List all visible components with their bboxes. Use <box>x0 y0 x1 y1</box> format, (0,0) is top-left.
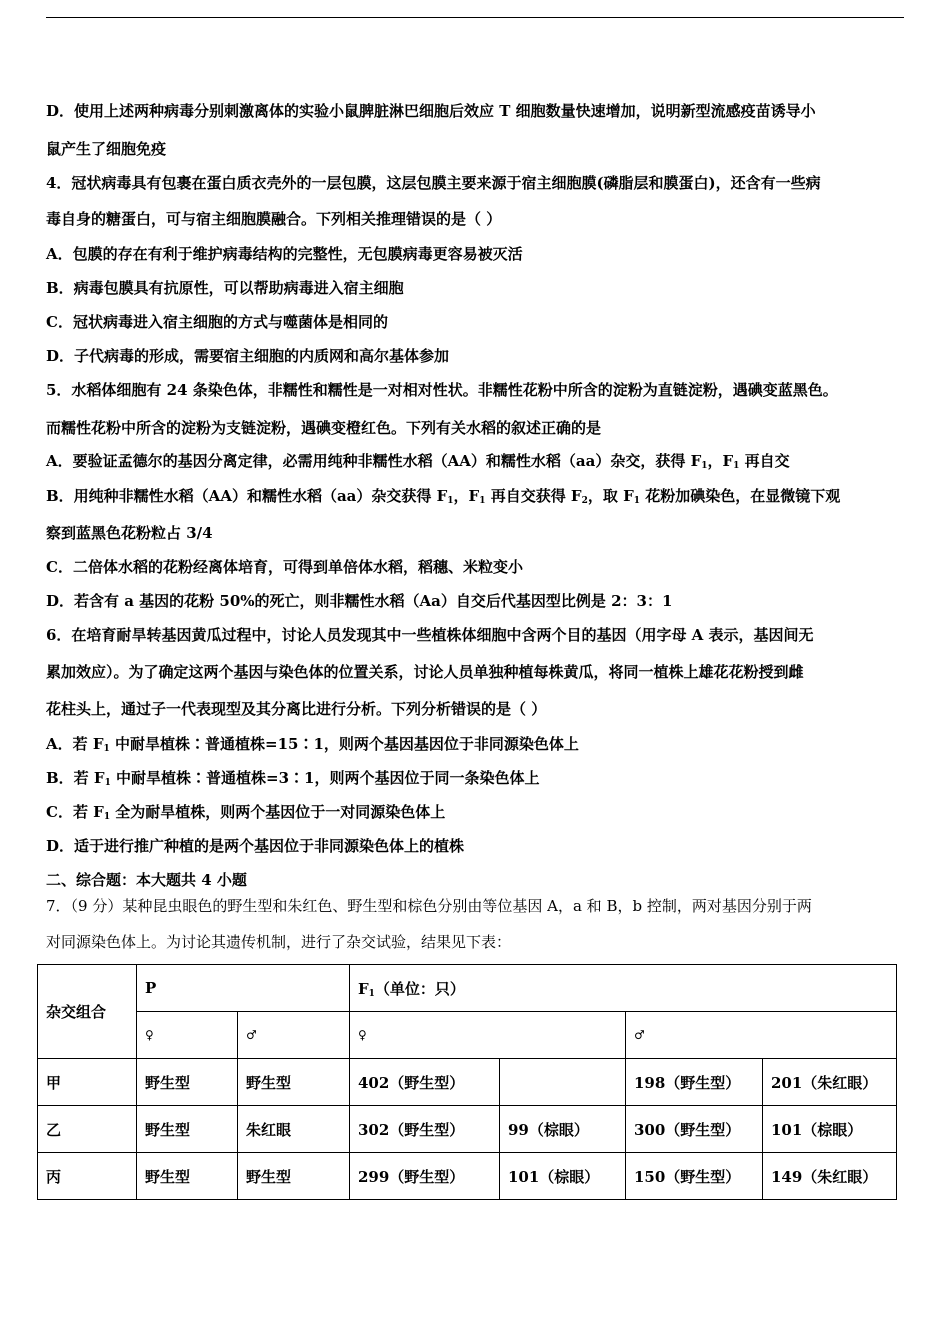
table-cell: 299（野生型） <box>350 1153 500 1200</box>
q4-option-d: D．子代病毒的形成，需要宿主细胞的内质网和高尔基体参加 <box>46 347 450 365</box>
table-cell <box>500 1059 626 1106</box>
q6-stem-line1: 6．在培育耐旱转基因黄瓜过程中，讨论人员发现其中一些植株体细胞中含两个目的基因（用字母 A 表示，基因间无 <box>46 626 814 644</box>
table-row <box>38 1059 897 1106</box>
q5-option-a: A．要验证孟德尔的基因分离定律，必需用纯种非糯性水稻（AA）和糯性水稻（aa）杂交，获得 $F_1$，$F_1$ 再自交 <box>46 452 790 471</box>
q5-stem-line1: 5．水稻体细胞有 24 条染色体，非糯性和糯性是一对相对性状。非糯性花粉中所含的淀粉为直链淀粉，遇碘变蓝黑色。 <box>46 381 838 399</box>
table-cell: 乙 <box>38 1106 137 1153</box>
table-cell: 野生型 <box>137 1059 238 1106</box>
table-cell: 甲 <box>38 1059 137 1106</box>
table-cell: 101（棕眼） <box>500 1153 626 1200</box>
table-cell: 402（野生型） <box>350 1059 500 1106</box>
parent-header: P <box>137 965 350 1012</box>
f1-male-header: ♂ <box>626 1012 897 1059</box>
q6-stem-line2: 累加效应）。为了确定这两个基因与染色体的位置关系，讨论人员单独种植每株黄瓜，将同一植株上雄花花粉授到雌 <box>46 663 804 681</box>
table-cell: 302（野生型） <box>350 1106 500 1153</box>
q6-option-c: C．若 $F_1$ 全为耐旱植株，则两个基因位于一对同源染色体上 <box>46 803 446 822</box>
q5-option-c: C．二倍体水稻的花粉经离体培育，可得到单倍体水稻，稻穗、米粒变小 <box>46 558 523 576</box>
table-cell: 300（野生型） <box>626 1106 763 1153</box>
table-cell: 150（野生型） <box>626 1153 763 1200</box>
table-cell: 丙 <box>38 1153 137 1200</box>
q4-stem-line1: 4．冠状病毒具有包裹在蛋白质衣壳外的一层包膜，这层包膜主要来源于宿主细胞膜(磷脂层和膜蛋白)，还含有一些病 <box>46 174 821 192</box>
cross-group-header: 杂交组合 <box>38 965 137 1059</box>
parent-male-header: ♂ <box>238 1012 350 1059</box>
q5-stem-line2: 而糯性花粉中所含的淀粉为支链淀粉，遇碘变橙红色。下列有关水稻的叙述正确的是 <box>46 419 602 437</box>
q6-option-a: A．若 $F_1$ 中耐旱植株∶普通植株=15∶1，则两个基因基因位于非同源染色体上 <box>46 735 579 754</box>
q4-stem-line2: 毒自身的糖蛋白，可与宿主细胞膜融合。下列相关推理错误的是（ ） <box>46 210 502 228</box>
q4-option-c: C．冠状病毒进入宿主细胞的方式与噬菌体是相同的 <box>46 313 388 331</box>
f1-female-header: ♀ <box>350 1012 626 1059</box>
q4-option-b: B．病毒包膜具有抗原性，可以帮助病毒进入宿主细胞 <box>46 279 404 297</box>
q7-stem-line2: 对同源染色体上。为讨论其遗传机制，进行了杂交试验，结果见下表： <box>46 933 512 951</box>
table-cell: 野生型 <box>137 1153 238 1200</box>
q5-option-b-line2: 察到蓝黑色花粉粒占 3/4 <box>46 524 213 542</box>
table-cell: 99（棕眼） <box>500 1106 626 1153</box>
q7-stem-line1: 7．（9 分）某种昆虫眼色的野生型和朱红色、野生型和棕色分别由等位基因 A，a 和 B，b 控制，两对基因分别于两 <box>46 897 812 915</box>
parent-female-header: ♀ <box>137 1012 238 1059</box>
table-row <box>38 1106 897 1153</box>
table-cell: 野生型 <box>238 1153 350 1200</box>
section-heading: 二、综合题：本大题共 4 小题 <box>46 871 247 889</box>
q6-option-b: B．若 $F_1$ 中耐旱植株∶普通植株=3∶1，则两个基因位于同一条染色体上 <box>46 769 540 788</box>
q6-stem-line3: 花柱头上，通过子一代表现型及其分离比进行分析。下列分析错误的是（ ） <box>46 700 547 718</box>
header-rule <box>46 17 904 18</box>
f1-header: $F_1$（单位：只） <box>350 965 897 1012</box>
table-row <box>38 1153 897 1200</box>
table-cell: 149（朱红眼） <box>763 1153 897 1200</box>
q3-option-d-line1: D．使用上述两种病毒分别刺激离体的实验小鼠脾脏淋巴细胞后效应 T 细胞数量快速增加，说明新型流感疫苗诱导小 <box>46 102 816 120</box>
q4-option-a: A．包膜的存在有利于维护病毒结构的完整性，无包膜病毒更容易被灭活 <box>46 245 523 263</box>
q5-option-b-line1: B．用纯种非糯性水稻（AA）和糯性水稻（aa）杂交获得 $F_1$，$F_1$ 再自交获得 $F_2$，取 $F_1$ 花粉加碘染色，在显微镜下观 <box>46 487 841 506</box>
table-cell: 朱红眼 <box>238 1106 350 1153</box>
q6-option-d: D．适于进行推广种植的是两个基因位于非同源染色体上的植株 <box>46 837 465 855</box>
q3-option-d-line2: 鼠产生了细胞免疫 <box>46 140 167 158</box>
table-cell: 198（野生型） <box>626 1059 763 1106</box>
table-cell: 101（棕眼） <box>763 1106 897 1153</box>
table-cell: 201（朱红眼） <box>763 1059 897 1106</box>
table-header-row <box>38 965 897 1012</box>
table-cell: 野生型 <box>238 1059 350 1106</box>
cross-results-table <box>37 964 897 1200</box>
table-cell: 野生型 <box>137 1106 238 1153</box>
table-sex-row <box>38 1012 897 1059</box>
q5-option-d: D．若含有 a 基因的花粉 50%的死亡，则非糯性水稻（Aa）自交后代基因型比例是 2：3：1 <box>46 592 673 610</box>
